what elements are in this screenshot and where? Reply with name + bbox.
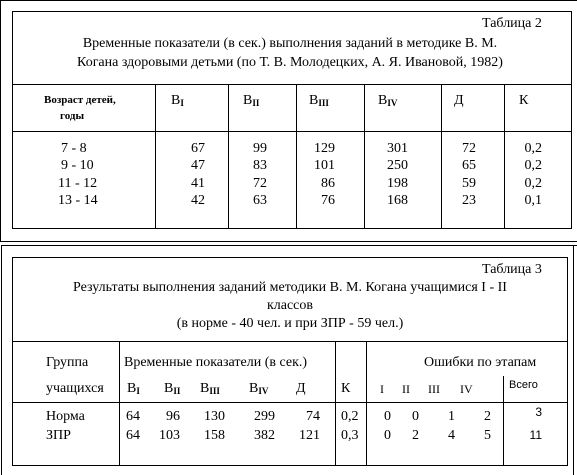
- table2-label: Таблица 2: [482, 16, 542, 31]
- table2-cell-b4: 250: [387, 158, 408, 173]
- table3-header-b3: $B_{III}$: [200, 381, 220, 396]
- table3-cell-b1: 64: [126, 409, 140, 424]
- table3-header-err2: II: [402, 382, 410, 396]
- table3-cell-k: 0,3: [341, 428, 359, 443]
- table2-cell-b2: 72: [253, 176, 267, 191]
- table3-header-k: К: [341, 381, 351, 396]
- table2-frame-bottom-inner: [12, 228, 572, 229]
- table2-col-divider: [228, 84, 229, 229]
- table2-cell-d: 59: [462, 176, 476, 191]
- table3-label: Таблица 3: [482, 262, 542, 277]
- table3-frame-top-outer: [1, 245, 577, 246]
- table2-cell-d: 72: [462, 141, 476, 156]
- table2-cell-age: 13 - 14: [58, 193, 98, 208]
- table2-col-divider: [441, 84, 442, 229]
- table3-cell-b3: 158: [204, 428, 225, 443]
- table2-col-divider: [364, 84, 365, 229]
- table2-header-age-line1: Возраст детей,: [44, 94, 116, 106]
- table3-frame-right-outer: [573, 245, 574, 475]
- table3-cell-e2: 0: [412, 409, 419, 424]
- table3-frame-top-inner: [12, 257, 568, 258]
- table3-cell-b4: 382: [254, 428, 275, 443]
- table2-title-separator: [12, 84, 572, 85]
- table3-cell-e4: 5: [484, 428, 491, 443]
- table2-cell-b1: 67: [191, 141, 205, 156]
- table2-cell-b4: 301: [387, 141, 408, 156]
- table3-header-b1: $B_I$: [127, 381, 140, 396]
- table3-header-errors: Ошибки по этапам: [424, 355, 537, 370]
- table3-cell-total: 11: [529, 428, 542, 442]
- table2-header-b2: $B_{II}$: [243, 93, 260, 108]
- table2-cell-k: 0,2: [524, 176, 542, 191]
- table3-header-group-line2: учащихся: [46, 381, 104, 396]
- table3-col-divider: [366, 341, 367, 466]
- table2-cell-k: 0,1: [524, 193, 542, 208]
- table3-header-time: Временные показатели (в сек.): [124, 355, 308, 370]
- table3-header-err4: IV: [460, 382, 473, 396]
- table3-cell-e3: 4: [448, 428, 455, 443]
- table2-frame-top-inner: [12, 11, 571, 12]
- table2-cell-b4: 198: [387, 176, 408, 191]
- table2-cell-b2: 83: [253, 158, 267, 173]
- table2-cell-k: 0,2: [524, 158, 542, 173]
- table2-header-d: Д: [454, 93, 464, 108]
- table2-col-divider: [155, 84, 156, 229]
- table2-frame-left-inner: [12, 11, 13, 229]
- table3-header-group-line1: Группа: [46, 355, 89, 370]
- table3-cell-b4: 299: [254, 409, 275, 424]
- table3-cell-e4: 2: [484, 409, 491, 424]
- table3-header-d: Д: [296, 381, 306, 396]
- table3-cell-e3: 1: [448, 409, 455, 424]
- table3-cell-e1: 0: [384, 409, 391, 424]
- table2-header-b3: $B_{III}$: [309, 93, 329, 108]
- table3-cell-b2: 103: [159, 428, 180, 443]
- table3-header-err-total: Всего: [509, 379, 538, 391]
- table2-cell-k: 0,2: [524, 141, 542, 156]
- table2-title-line2: Когана здоровыми детьми (по Т. В. Молодецких, А. Я. Ивановой, 1982): [77, 55, 503, 70]
- table3-frame-bottom-inner: [12, 465, 568, 466]
- table2-cell-b4: 168: [387, 193, 408, 208]
- table3-cell-e1: 0: [384, 428, 391, 443]
- table2-title-line1: Временные показатели (в сек.) выполнения заданий в методике В. М.: [82, 36, 498, 51]
- table3-col-divider: [119, 341, 120, 466]
- table3-header-err3: III: [428, 382, 440, 396]
- table2-header-age-line2: годы: [60, 110, 85, 122]
- table3-cell-total: 3: [535, 405, 542, 419]
- table3-cell-e2: 2: [412, 428, 419, 443]
- table2-header-k: К: [519, 93, 529, 108]
- table3-frame-right-inner: [567, 257, 568, 466]
- table3-title-line2: классов: [266, 298, 314, 313]
- table2-cell-d: 65: [462, 158, 476, 173]
- table3-header-b2: $B_{II}$: [164, 381, 181, 396]
- table2-cell-b1: 42: [191, 193, 205, 208]
- table3-cell-b2: 96: [166, 409, 180, 424]
- table2-cell-age: 9 - 10: [61, 158, 94, 173]
- table2-cell-b3: 129: [314, 141, 335, 156]
- table3-cell-b1: 64: [126, 428, 140, 443]
- table3-title-separator: [12, 341, 568, 342]
- table3-col-divider: [503, 376, 504, 466]
- table3-frame-left-outer: [1, 245, 2, 475]
- table3-header-b4: $B_{IV}$: [249, 381, 269, 396]
- table2-col-divider: [296, 84, 297, 229]
- table2-cell-d: 23: [462, 193, 476, 208]
- table2-cell-b1: 47: [191, 158, 205, 173]
- table2-header-b4: $B_{IV}$: [378, 93, 398, 108]
- table3-title-line3: (в норме - 40 чел. и при ЗПР - 59 чел.): [176, 316, 404, 331]
- table2-col-divider: [504, 84, 505, 229]
- table3-title-line1: Результаты выполнения заданий методики В. М. Когана учащимися I - II: [73, 280, 507, 295]
- table2-frame-top-outer: [0, 0, 577, 1]
- table3-header-err1: I: [380, 382, 384, 396]
- table2-frame-right-inner: [571, 11, 572, 229]
- table2-frame-bottom-outer: [0, 241, 577, 242]
- table2-frame-left-outer: [0, 0, 1, 242]
- table2-cell-age: 11 - 12: [58, 176, 98, 191]
- table2-cell-b2: 99: [253, 141, 267, 156]
- table3-header-separator: [12, 402, 568, 403]
- table2-cell-b3: 86: [321, 176, 335, 191]
- table2-cell-age: 7 - 8: [61, 141, 87, 156]
- table3-frame-left-inner: [12, 257, 13, 466]
- table3-cell-d: 74: [306, 409, 320, 424]
- table3-cell-k: 0,2: [341, 409, 359, 424]
- table3-cell-b3: 130: [204, 409, 225, 424]
- table3-cell-d: 121: [299, 428, 320, 443]
- table2-cell-b2: 63: [253, 193, 267, 208]
- table2-cell-b1: 41: [191, 176, 205, 191]
- table2-header-b1: $B_I$: [171, 93, 184, 108]
- table3-cell-group: Норма: [46, 409, 85, 424]
- table3-col-divider: [335, 341, 336, 466]
- table2-cell-b3: 101: [314, 158, 335, 173]
- table2-cell-b3: 76: [321, 193, 335, 208]
- table2-header-separator: [12, 131, 572, 132]
- table3-cell-group: ЗПР: [46, 428, 71, 443]
